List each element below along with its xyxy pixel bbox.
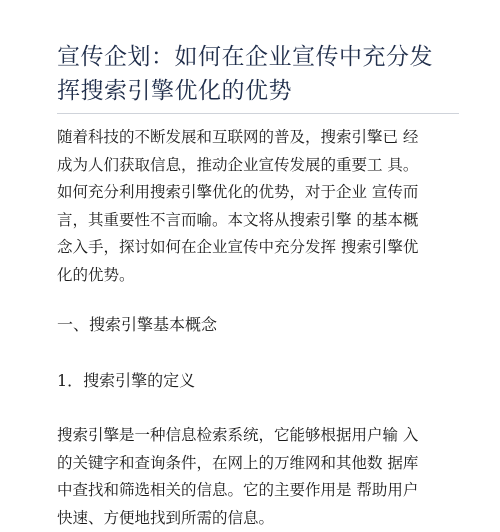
- document-title: [57, 40, 457, 108]
- paragraph-line: 成为人们获取信息，推动企业宣传发展的重要工 具。: [57, 152, 453, 180]
- paragraph-line: 中查找和筛选相关的信息。它的主要作用是 帮助用户: [57, 477, 453, 505]
- paragraph-line: 化的优势。: [57, 262, 453, 290]
- paragraph-line: 快速、方便地找到所需的信息。: [57, 505, 453, 532]
- paragraph-line: 如何充分利用搜索引擎优化的优势，对于企业 宣传而: [57, 179, 453, 207]
- paragraph-line: 言，其重要性不言而喻。本文将从搜索引擎 的基本概: [57, 207, 453, 235]
- subsection-heading: 1．搜索引擎的定义: [57, 368, 195, 394]
- definition-paragraph: [57, 422, 453, 532]
- title-line: 宣传企划：如何在企业宣传中充分发: [57, 40, 457, 74]
- paragraph-line: 随着科技的不断发展和互联网的普及，搜索引擎已 经: [57, 124, 453, 152]
- paragraph-line: 念入手，探讨如何在企业宣传中充分发挥 搜索引擎优: [57, 234, 453, 262]
- section-heading: 一、搜索引擎基本概念: [57, 312, 217, 338]
- title-line: 挥搜索引擎优化的优势: [57, 74, 457, 108]
- paragraph-line: 的关键字和查询条件，在网上的万维网和其他数 据库: [57, 450, 453, 478]
- paragraph-line: 搜索引擎是一种信息检索系统，它能够根据用户输 入: [57, 422, 453, 450]
- intro-paragraph: [57, 124, 453, 289]
- title-divider: [57, 113, 459, 114]
